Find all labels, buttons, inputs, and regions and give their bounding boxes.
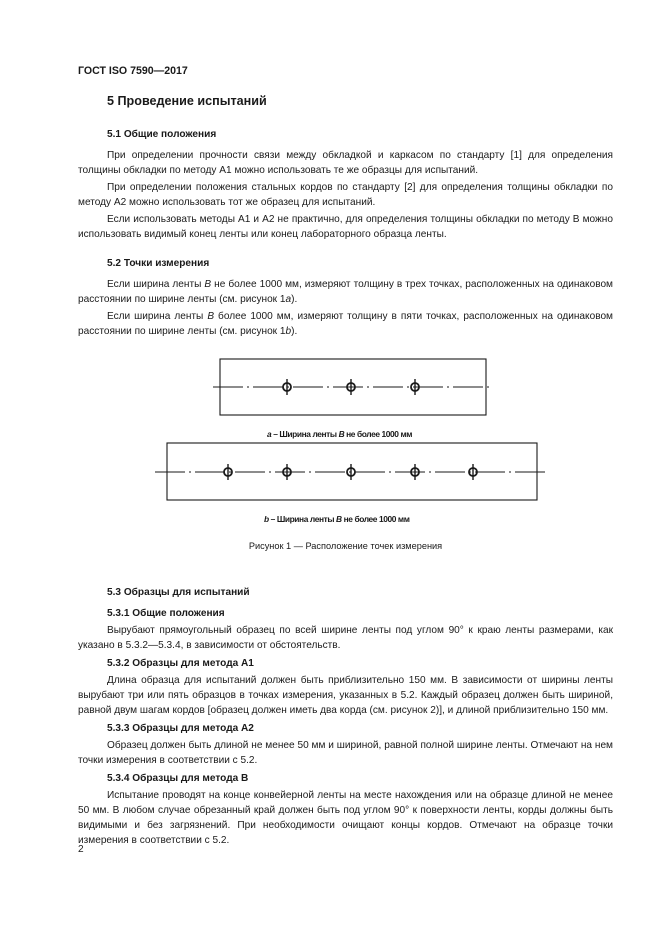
figure-caption-a: a – Ширина ленты В не более 1000 мм	[267, 429, 413, 439]
measurement-point-a1	[283, 379, 291, 395]
section-5-3-2-title: 5.3.2 Образцы для метода А1	[107, 658, 254, 669]
section-5-2-paragraph-1: Если ширина ленты В не более 1000 мм, измеряют толщину в трех точках, расположенных на одинаковом расстоянии по ширине ленты (см. рисунок 1a).	[78, 279, 613, 305]
document-header: ГОСТ ISO 7590—2017	[78, 65, 188, 77]
section-5-3-1-title: 5.3.1 Общие положения	[107, 608, 225, 619]
section-5-3-2-paragraph: Длина образца для испытаний должен быть приблизительно 150 мм. В зависимости от ширины ленты вырубают три или пять образцов в точках измерения, указанных в 5.2. Каждый образец должен быть шириной, равной двум шагам кордов [образец должен иметь два корда (см. рисунок 2)], и длиной приблизительно 150 мм.	[78, 675, 613, 716]
section-5-2-paragraph-2: Если ширина ленты В более 1000 мм, измеряют толщину в пяти точках, расположенных на одинаковом расстоянии по ширине ленты (см. рисунок 1b).	[78, 311, 613, 337]
section-5-3-3-paragraph: Образец должен быть длиной не менее 50 мм и шириной, равной полной ширине ленты. Отмечают на нем точки измерения в соответствии с 5.2.	[78, 740, 613, 766]
section-5-2-title: 5.2 Точки измерения	[107, 258, 210, 269]
section-5-1-paragraph-2: При определении положения стальных кордов по стандарту [2] для определения толщины обкладки по методу А2 можно использовать тот же образец для испытаний.	[78, 182, 613, 208]
measurement-point-b3	[347, 464, 355, 480]
figure-caption-b: b – Ширина ленты В не более 1000 мм	[264, 514, 410, 524]
section-5-3-1-paragraph: Вырубают прямоугольный образец по всей ширине ленты под углом 90° к краю ленты размерами, как указано в 5.3.2—5.3.4, в зависимости от обстоятельств.	[78, 625, 613, 651]
section-5-3-4-title: 5.3.4 Образцы для метода В	[107, 773, 249, 784]
section-5-3-3-title: 5.3.3 Образцы для метода А2	[107, 723, 254, 734]
figure-1	[78, 355, 613, 573]
page-content	[78, 93, 613, 850]
section-5-1-title: 5.1 Общие положения	[107, 129, 217, 140]
section-5-1-paragraph-3: Если использовать методы А1 и А2 не практично, для определения толщины обкладки по методу В можно использовать видимый конец ленты или конец лабораторного образца ленты.	[78, 214, 613, 240]
section-5-3-title: 5.3 Образцы для испытаний	[107, 587, 250, 598]
section-5-1-paragraph-1: При определении прочности связи между обкладкой и каркасом по стандарту [1] для определения толщины обкладки по методу А1 можно использовать те же образцы для испытаний.	[78, 150, 613, 176]
page-number: 2	[78, 844, 84, 855]
section-5-3-4-paragraph: Испытание проводят на конце конвейерной ленты на месте нахождения или на образце длиной не менее 50 мм. В любом случае обрезанный край должен быть под углом 90° к поверхности ленты, корды должны быть видимыми и без загрязнений. При необходимости очищают концы кордов. Отмечают на образце точки измерения в соответствии с 5.2.	[78, 790, 613, 846]
section-5-title: 5 Проведение испытаний	[107, 94, 267, 108]
figure-title: Рисунок 1 — Расположение точек измерения	[248, 541, 443, 551]
